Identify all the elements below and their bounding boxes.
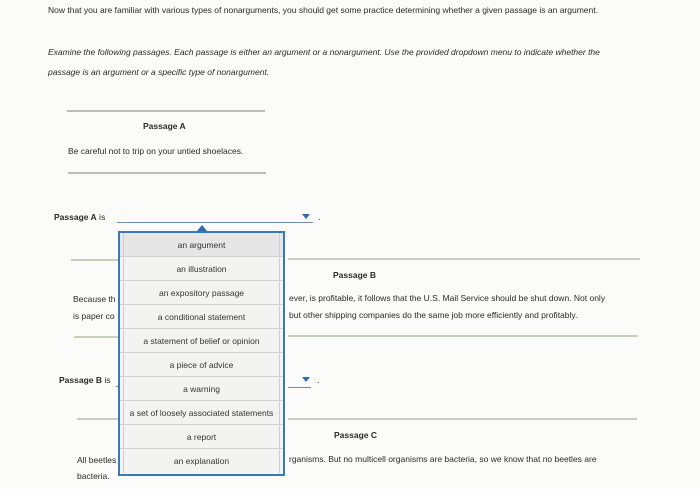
dropdown-option[interactable]: an expository passage <box>120 281 283 305</box>
dropdown-option[interactable]: a conditional statement <box>120 305 283 329</box>
passage-c-top-rule-left <box>77 418 121 420</box>
dropdown-option[interactable]: a warning <box>120 377 283 401</box>
passage-a-text: Be careful not to trip on your untied shoelaces. <box>68 146 244 156</box>
passage-b-bottom-rule-right <box>288 335 638 337</box>
instructions-line-1: Examine the following passages. Each passage is either an argument or a nonargument. Use the provided dropdown menu to indicate whether the <box>48 47 600 57</box>
passage-a-select-underline <box>117 222 313 223</box>
passage-b-select-underline-right <box>288 387 311 388</box>
passage-a-prompt: Passage A is <box>54 212 106 222</box>
passage-b-text-left-1: Because th <box>73 294 116 304</box>
caret-down-icon[interactable] <box>302 377 310 382</box>
passage-a-top-rule <box>67 110 265 112</box>
passage-a-title: Passage A <box>143 121 186 131</box>
dropdown-option[interactable]: a statement of belief or opinion <box>120 329 283 353</box>
passage-b-period: . <box>317 375 320 385</box>
passage-b-title: Passage B <box>333 270 376 280</box>
dropdown-option[interactable]: an illustration <box>120 257 283 281</box>
caret-down-icon[interactable] <box>302 214 310 219</box>
dropdown-option[interactable]: a set of loosely associated statements <box>120 401 283 425</box>
passage-b-top-rule-right <box>288 258 640 260</box>
instructions-line-2: passage is an argument or a specific type of nonargument. <box>48 67 270 77</box>
passage-a-period: . <box>318 212 321 222</box>
passage-a-bottom-rule <box>68 172 266 174</box>
dropdown-option[interactable]: an explanation <box>120 449 283 473</box>
dropdown-option[interactable]: a report <box>120 425 283 449</box>
passage-b-text-right-2: but other shipping companies do the same job more efficiently and profitably. <box>289 310 578 320</box>
dropdown-option[interactable]: an argument <box>120 233 283 257</box>
passage-b-prompt: Passage B is <box>59 375 111 385</box>
passage-a-dropdown-list <box>118 231 285 476</box>
passage-c-text-left-1: All beetles <box>77 455 117 465</box>
passage-c-text-left-2: bacteria. <box>77 471 110 481</box>
passage-b-bottom-rule-left <box>74 336 121 338</box>
intro-text: Now that you are familiar with various types of nonarguments, you should get some practice determining whether a given passage is an argument. <box>48 5 598 15</box>
passage-c-top-rule-right <box>288 418 637 420</box>
passage-b-top-rule-left <box>71 259 121 261</box>
passage-b-text-right-1: ever, is profitable, it follows that the U.S. Mail Service should be shut down. Not only <box>289 293 606 303</box>
passage-c-title: Passage C <box>334 430 377 440</box>
passage-b-text-left-2: is paper co <box>73 311 115 321</box>
passage-c-text-right-1: rganisms. But no multicell organisms are bacteria, so we know that no beetles are <box>289 454 597 464</box>
dropdown-option[interactable]: a piece of advice <box>120 353 283 377</box>
